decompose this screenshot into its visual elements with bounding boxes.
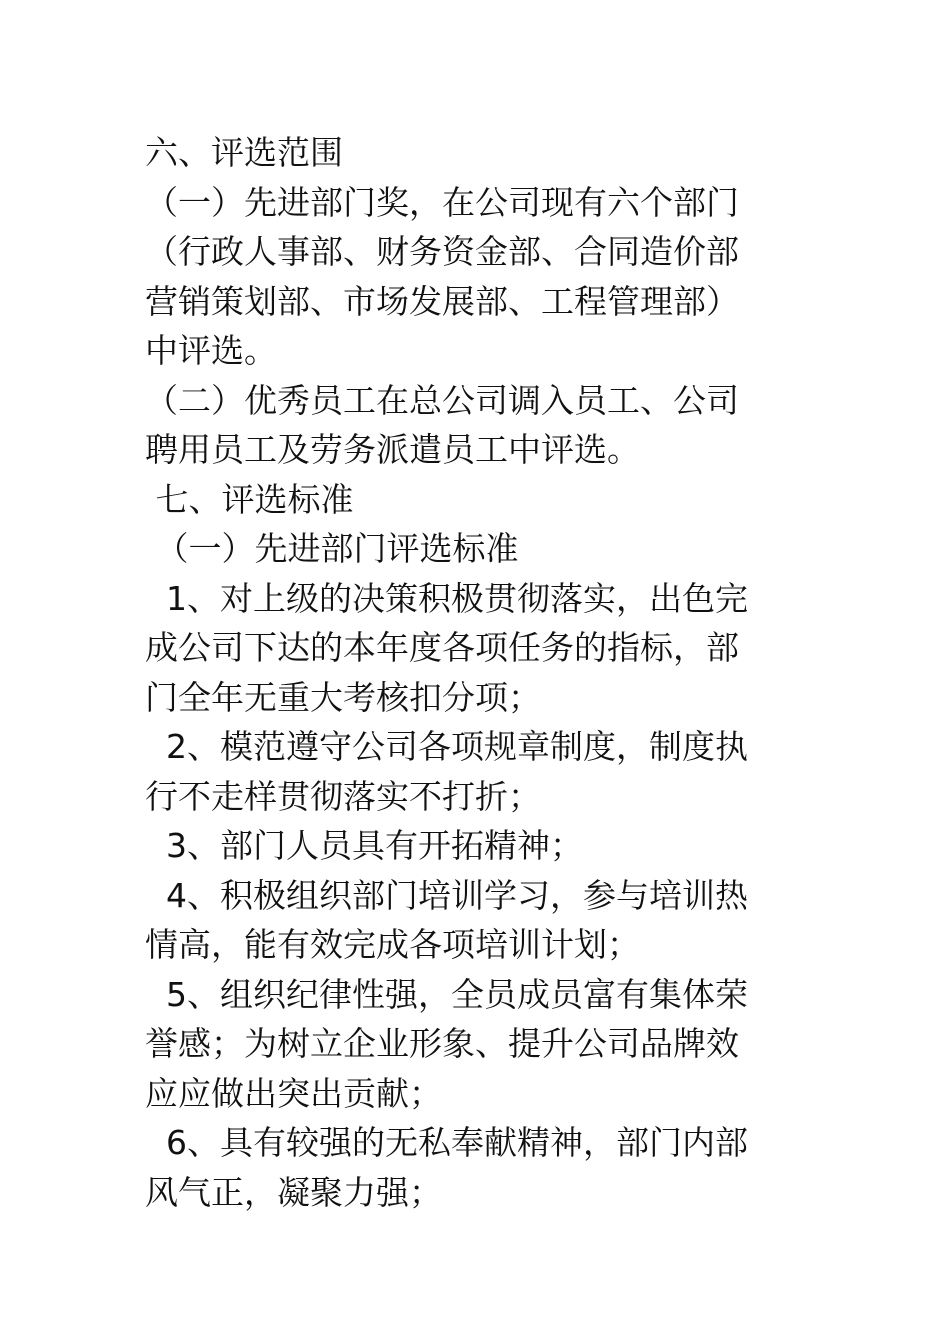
- text-line: 誉感；为树立企业形象、提升公司品牌效: [145, 1024, 739, 1063]
- text-line: 营销策划部、市场发展部、工程管理部）: [145, 281, 739, 321]
- text-line: 情高，能有效完成各项培训计划；: [145, 925, 640, 964]
- subsection-heading: （一）先进部门评选标准: [145, 529, 519, 568]
- list-item-line: 4、积极组织部门培训学习，参与培训热: [145, 875, 748, 915]
- document-body: [145, 128, 810, 1217]
- text-line: 中评选。: [145, 331, 277, 370]
- text-line: （一）先进部门奖，在公司现有六个部门: [145, 182, 739, 222]
- text-line: （二）优秀员工在总公司调入员工、公司: [145, 380, 739, 420]
- text-line: 门全年无重大考核扣分项；: [145, 677, 541, 717]
- list-item-line: 1、对上级的决策积极贯彻落实，出色完: [145, 578, 748, 618]
- text-line: 行不走样贯彻落实不打折；: [145, 776, 541, 816]
- list-item-line: 6、具有较强的无私奉献精神，部门内部: [145, 1123, 748, 1162]
- section-heading-criteria: 七、评选标准: [145, 479, 354, 519]
- text-line: 应应做出突出贡献；: [145, 1073, 442, 1113]
- list-item-line: 3、部门人员具有开拓精神；: [145, 826, 583, 865]
- list-item-line: 2、模范遵守公司各项规章制度，制度执: [145, 727, 748, 766]
- text-line: 成公司下达的本年度各项任务的指标，部: [145, 628, 739, 667]
- section-heading-scope: 六、评选范围: [145, 133, 343, 172]
- text-line: 风气正，凝聚力强；: [145, 1172, 442, 1212]
- list-item-line: 5、组织纪律性强，全员成员富有集体荣: [145, 974, 748, 1014]
- text-line: 聘用员工及劳务派遣员工中评选。: [145, 430, 640, 469]
- text-line: （行政人事部、财务资金部、合同造价部: [145, 232, 739, 271]
